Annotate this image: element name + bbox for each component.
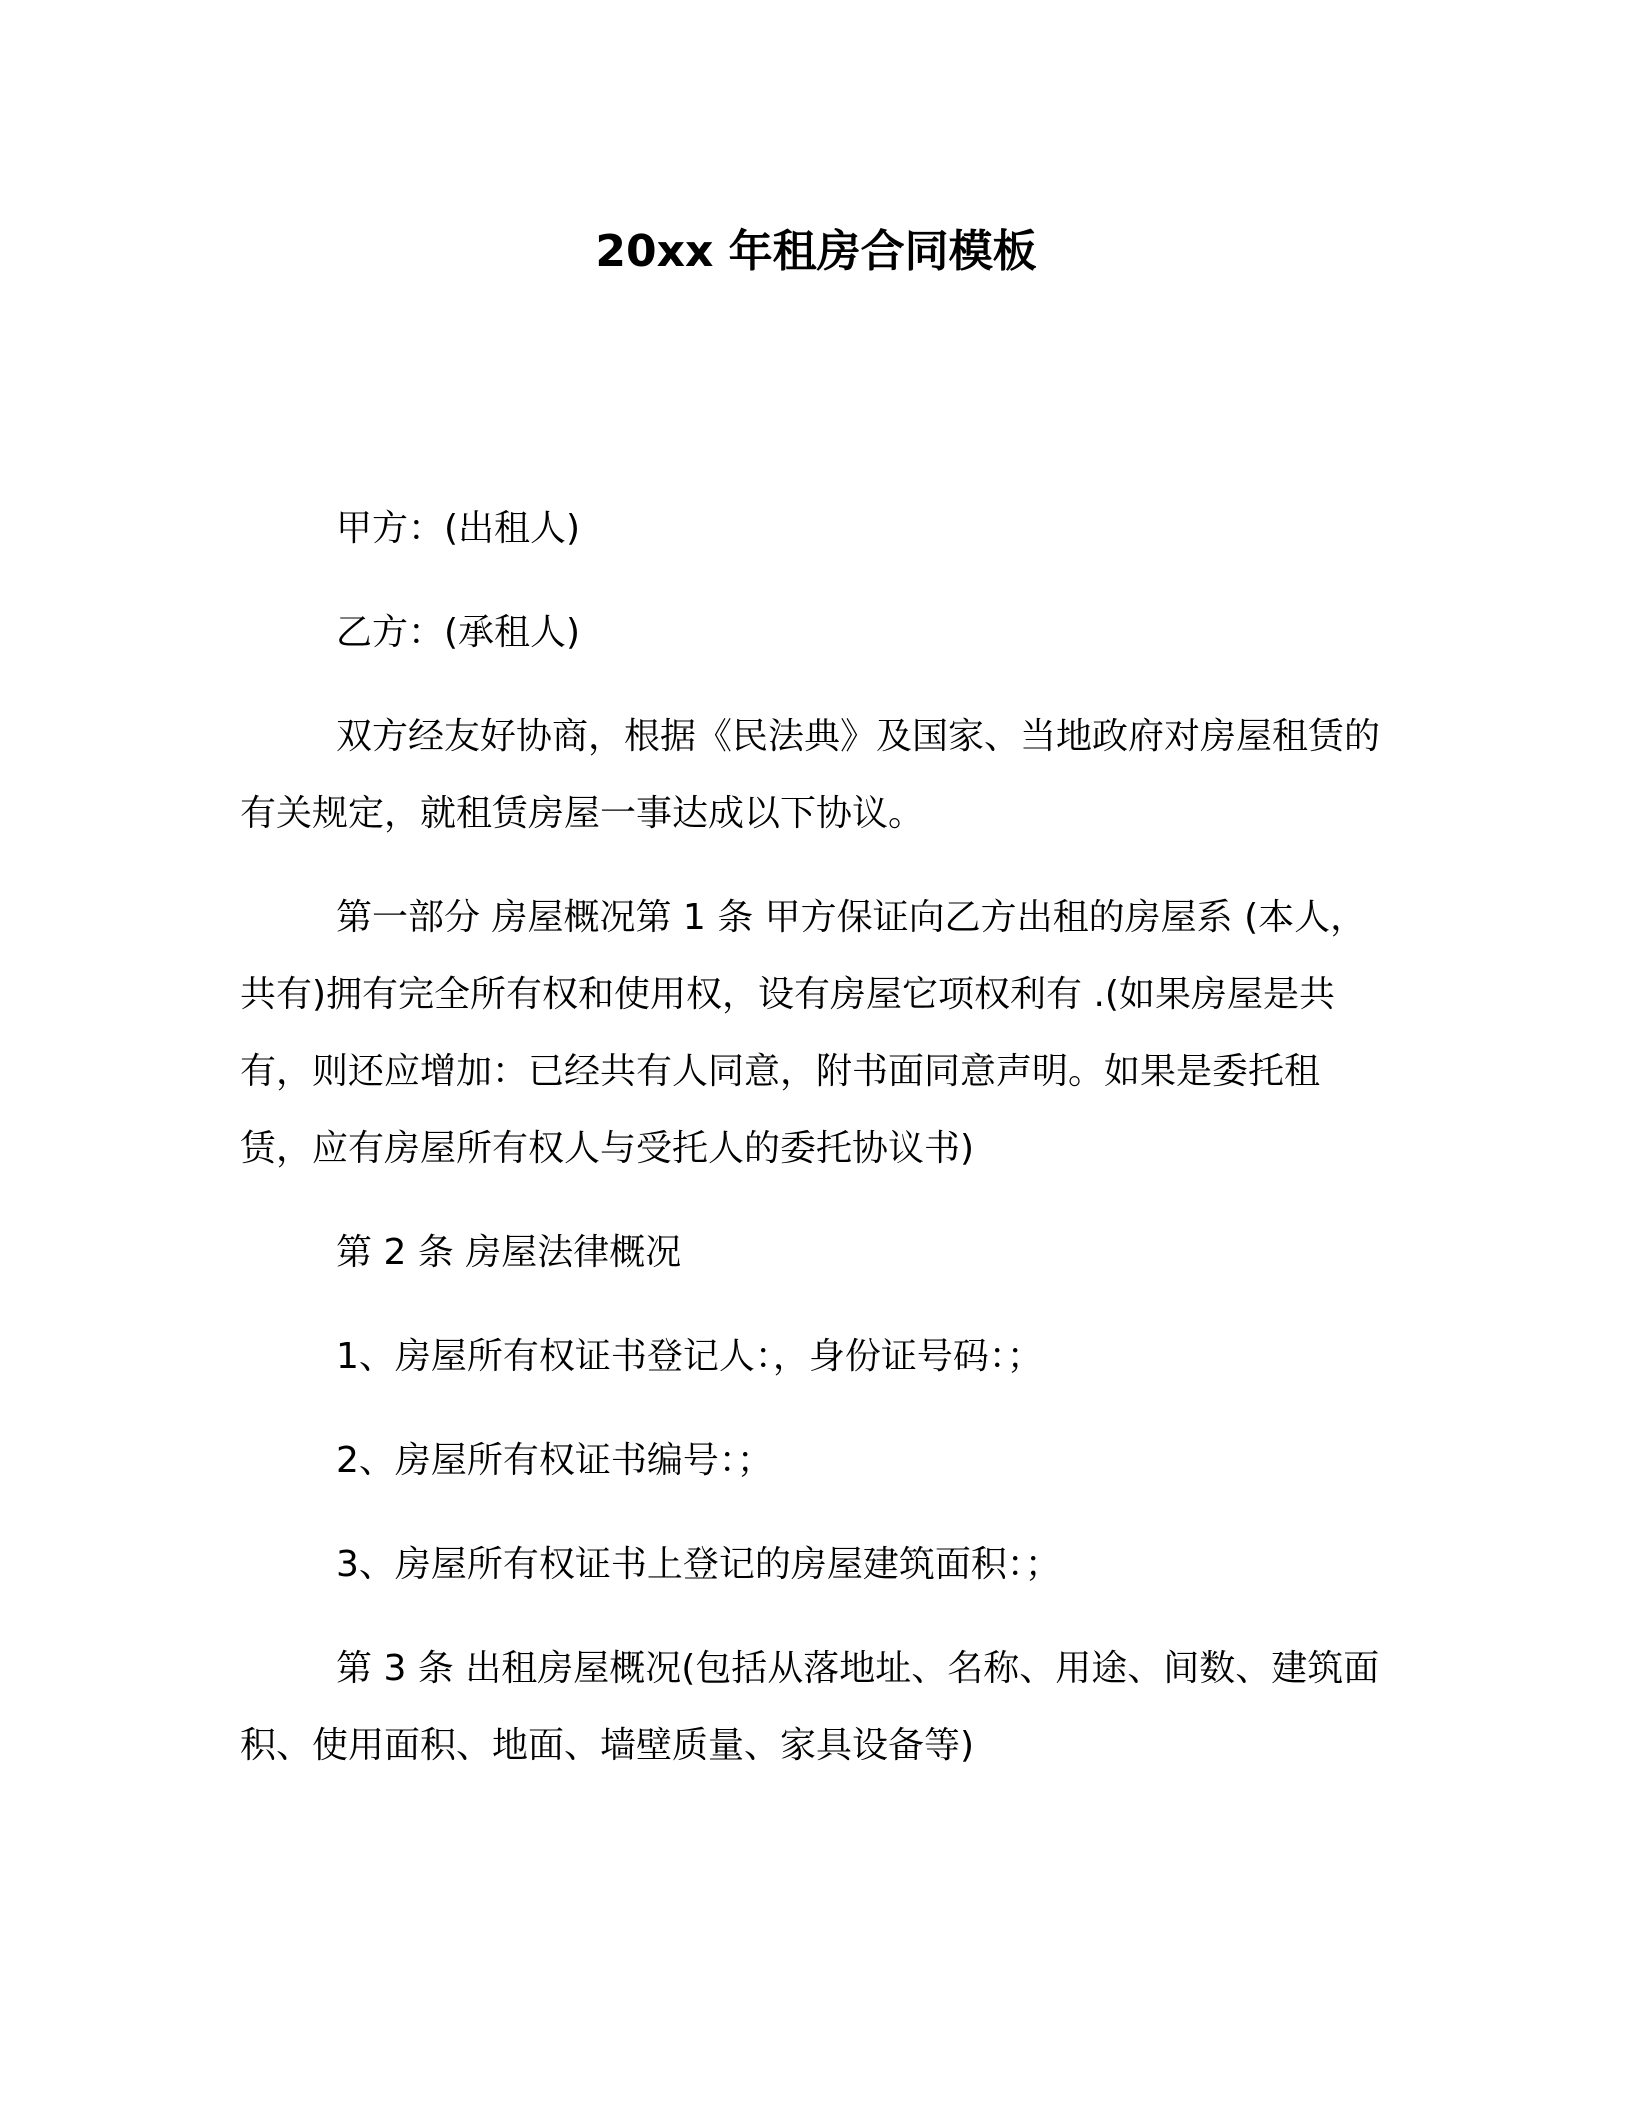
- article-2-heading: 第 2 条 房屋法律概况: [336, 1232, 682, 1273]
- article-2-item-1: 1、房屋所有权证书登记人：，身份证号码：；: [336, 1336, 1043, 1377]
- party-b-line: 乙方：(承租人): [336, 612, 581, 653]
- preamble-paragraph: 双方经友好协商，根据《民法典》及国家、当地政府对房屋租赁的有关规定，就租赁房屋一事达成以下协议。: [240, 716, 1381, 834]
- party-a-line: 甲方：(出租人): [336, 508, 581, 549]
- document-title: 20xx 年租房合同模板: [595, 226, 1037, 277]
- document-body: [240, 490, 1380, 1811]
- article-1-paragraph: 第一部分 房屋概况第 1 条 甲方保证向乙方出租的房屋系 (本人，共有)拥有完全所有权和使用权，设有房屋它项权利有 .(如果房屋是共有，则还应增加：已经共有人同意，附书面同意声明。如果是委托租赁，应有房屋所有权人与受托人的委托协议书): [240, 897, 1367, 1169]
- article-3-paragraph: 第 3 条 出租房屋概况(包括从落地址、名称、用途、间数、建筑面积、使用面积、地面、墙壁质量、家具设备等): [240, 1648, 1380, 1766]
- article-2-item-2: 2、房屋所有权证书编号：；: [336, 1440, 773, 1481]
- article-2-item-3: 3、房屋所有权证书上登记的房屋建筑面积：；: [336, 1544, 1061, 1585]
